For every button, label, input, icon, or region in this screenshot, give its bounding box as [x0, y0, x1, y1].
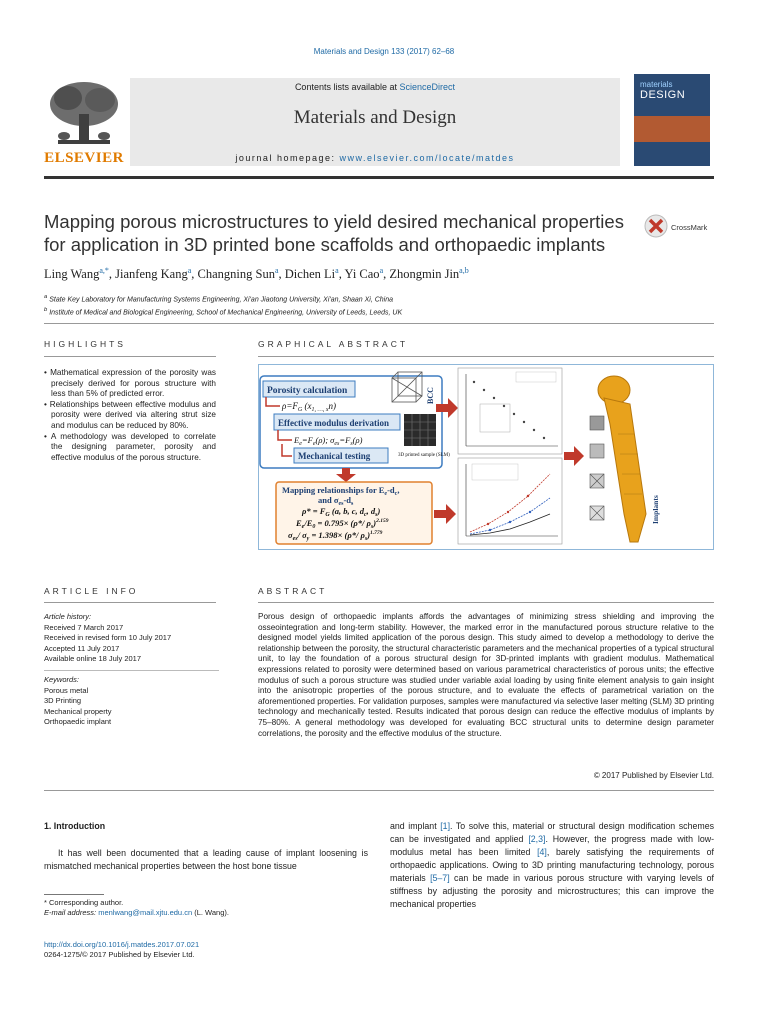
- ga-map-eq3-sub3: s: [364, 536, 368, 542]
- ga-eq2-sub2: e: [312, 441, 316, 447]
- keyword: 3D Printing: [44, 696, 82, 706]
- ga-eq2-a: E: [294, 435, 300, 445]
- info-divider: [44, 670, 219, 671]
- highlight-text: Mathematical expression of the porosity was precisely derived for porous structure with less than 5% of predicted error.: [50, 368, 216, 399]
- affiliation-mark: a: [44, 294, 48, 300]
- abstract-rule: [258, 602, 714, 603]
- body-text: and implant: [390, 821, 441, 831]
- affiliation-a: [44, 292, 704, 305]
- ga-sample-label: 3D printed sample (SLM): [398, 453, 450, 458]
- keywords-label: Keywords:: [44, 674, 80, 684]
- ga-map-title-b: -d: [387, 485, 395, 495]
- graphical-abstract-rule: [258, 356, 714, 357]
- body-left-column: [44, 820, 368, 872]
- highlight-item: • Relationships between effective modulus and porosity were derived via altering strut size and modulus can be reduced by 80%.: [44, 399, 216, 430]
- graphical-abstract-figure[interactable]: [258, 364, 714, 550]
- ga-map-eq3-sub1: es: [292, 536, 298, 542]
- crossmark-badge[interactable]: [644, 212, 714, 242]
- ga-map-sub2: c: [394, 491, 398, 497]
- ga-map-eq2-sub3: s: [370, 524, 374, 530]
- ga-map-eq2-exp: 2.159: [376, 518, 389, 524]
- ga-map-title-c: and σ: [318, 495, 339, 505]
- issn-line: 0264-1275/© 2017 Published by Elsevier Ltd.: [44, 950, 195, 959]
- ga-map-eq3-b: / σ: [297, 530, 307, 540]
- journal-name: Materials and Design: [293, 107, 457, 128]
- email-link[interactable]: menlwang@mail.xjtu.edu.cn: [98, 908, 193, 917]
- highlights-rule: [44, 356, 216, 357]
- homepage-link[interactable]: www.elsevier.com/locate/matdes: [339, 153, 515, 163]
- ga-box2-title: Effective modulus derivation: [278, 418, 389, 428]
- ga-map-sub3: es: [338, 501, 344, 507]
- history-revised: Received in revised form 10 July 2017: [44, 633, 172, 643]
- ga-map-eq3-d: ): [367, 530, 371, 540]
- abstract-text: Porous design of orthopaedic implants affords the advantages of minimizing stress shielding and improving the osseointegration and long-term stability. However, the marked error in the manufactured porous structure relative to the designed model yields limited application of the porous design. This study aimed to develop a methodology to derive the relationship between the porosity, the structural characteristic parameters and the mechanical properties of a typical structural unit, to lay the foundation of a porous structural design for 3D-printed implants with gradient modulus. Mathematical expressions related to porosity were determined based on various parametrical characteristics of porous units; the effective modulus of such a porous structure was studied under variable axial loading by using finite element analysis to gain insight into the anisotropic properties of the porous structure, and to evaluate the effects of parametrical variation on the aforementioned properties. For validation purposes, samples were manufactured via selective laser melting (SLM) 3D printing technology and mechanically tested. Results indicated that porous design can reduce the effective modulus of implants by 75–80%. A general methodology was developed for evaluating BCC structural units to determine design parameter correlations, the porosity and the effective modulus of the structure.: [258, 612, 714, 738]
- ga-eq1-sub: G: [297, 407, 303, 413]
- highlight-text: A methodology was developed to correlate the designing parameter, porosity and effective modulus of the porous structure.: [50, 431, 216, 462]
- affiliation-text: State Key Laboratory for Manufacturing Systems Engineering, Xi'an Jiaotong University, Xi'an, Shaan Xi, China: [49, 296, 393, 304]
- ga-map-sub4: s: [351, 501, 354, 507]
- ga-map-eq3-c: = 1.398× (ρ*/ ρ: [309, 530, 365, 540]
- abstract-bottom-rule: [44, 790, 714, 791]
- history-label: Article history:: [44, 612, 92, 621]
- citation-link[interactable]: [1]: [440, 821, 451, 831]
- modulus-plot-thumbnail: [458, 458, 562, 544]
- doi-link[interactable]: http://dx.doi.org/10.1016/j.matdes.2017.07.021: [44, 940, 200, 949]
- author-separator: ,: [108, 267, 116, 282]
- header-rule: [44, 176, 714, 179]
- citation-link[interactable]: [2,3]: [528, 834, 546, 844]
- crossmark-label: CrossMark: [671, 223, 708, 232]
- ga-map-eq2-sub2: 0: [312, 524, 316, 530]
- footnote-divider: [44, 894, 104, 895]
- graphical-abstract-heading: GRAPHICAL ABSTRACT: [258, 339, 409, 349]
- abstract-copyright: © 2017 Published by Elsevier Ltd.: [593, 771, 714, 780]
- contents-line: [130, 82, 620, 92]
- ga-eq1-b: (x: [302, 401, 312, 411]
- ga-eq1-args: 1, …, x: [311, 407, 329, 413]
- article-info: [44, 612, 219, 728]
- elsevier-wordmark: ELSEVIER: [44, 150, 124, 166]
- ga-eq2-sub3: es: [334, 441, 340, 447]
- author-3-affil[interactable]: a: [274, 266, 279, 275]
- author-5: Yi Cao: [344, 267, 380, 282]
- ga-map-comma: ,: [397, 485, 400, 495]
- sciencedirect-link[interactable]: ScienceDirect: [399, 82, 456, 92]
- ga-map-eq1-sub2: c: [363, 512, 367, 518]
- author-2: Jianfeng Kang: [115, 267, 188, 282]
- ga-map-sub1: e: [384, 491, 388, 497]
- author-separator: ,: [278, 267, 285, 282]
- author-separator: ,: [383, 267, 390, 282]
- ga-eq2-sub1: e: [299, 441, 302, 447]
- history-received: Received 7 March 2017: [44, 622, 124, 632]
- affiliation-mark: b: [44, 307, 48, 314]
- body-right-column: [390, 820, 714, 911]
- author-list: [44, 266, 704, 282]
- ga-map-eq1-a: ρ* = F: [302, 506, 326, 516]
- author-separator: ,: [338, 267, 345, 282]
- ga-map-title-d: -d: [343, 495, 352, 505]
- ga-eq2-d: =F: [339, 435, 351, 445]
- ga-eq1-end: n): [328, 401, 336, 411]
- ga-eq2-sub4: s: [350, 441, 353, 447]
- ga-map-eq3-exp: 1.779: [370, 530, 383, 536]
- body-text: , barely satisfying the requirements of orthopaedic applications. Owing to 3D printing manufacturing technology, porous materials: [390, 847, 715, 883]
- article-info-heading: ARTICLE INFO: [44, 586, 139, 596]
- journal-homepage: [130, 153, 620, 163]
- author-3: Changning Sun: [197, 267, 275, 282]
- citation-link[interactable]: [4]: [537, 847, 547, 857]
- ga-box3-title: Mechanical testing: [298, 451, 371, 461]
- ga-map-eq3-a: σ: [288, 530, 293, 540]
- article-info-rule: [44, 602, 216, 603]
- ga-eq1-a: ρ=F: [282, 401, 298, 411]
- affiliations: [44, 292, 704, 319]
- ga-eq2-c: (ρ); σ: [315, 435, 335, 445]
- keyword: Mechanical property: [44, 706, 112, 716]
- author-2-affil[interactable]: a: [187, 266, 192, 275]
- ga-eq2-e: (ρ): [352, 435, 363, 445]
- highlights-heading: HIGHLIGHTS: [44, 339, 126, 349]
- ga-map-title-a: Mapping relationships for E: [282, 485, 385, 495]
- keyword: Porous metal: [44, 685, 89, 695]
- email-label: E-mail address:: [44, 908, 97, 917]
- ga-map-eq2-a: E: [296, 518, 302, 528]
- author-1-affil[interactable]: a,*: [99, 266, 109, 275]
- journal-reference[interactable]: Materials and Design 133 (2017) 62–68: [313, 47, 455, 56]
- ga-map-eq1-sub: G: [325, 512, 330, 518]
- affiliation-text: Institute of Medical and Biological Engineering, School of Mechanical Engineering, University of Leeds, Leeds, UK: [49, 309, 403, 317]
- homepage-prefix: journal homepage:: [235, 153, 336, 163]
- ga-eq2-b: =F: [301, 435, 313, 445]
- doi-block: [44, 940, 368, 960]
- author-6: Zhongmin Jin: [389, 267, 460, 282]
- article-title: Mapping porous microstructures to yield desired mechanical properties for application in 3D printed bone scaffolds and orthopaedic implants: [44, 211, 624, 255]
- body-text: . To solve this, material or structural design modification schemes can be investigated and applied: [390, 821, 714, 844]
- history-online: Available online 18 July 2017: [44, 654, 142, 664]
- ga-box1-title: Porosity calculation: [267, 386, 348, 396]
- footnotes: [44, 894, 368, 918]
- ga-bcc-label: BCC: [426, 387, 435, 404]
- email-line: [44, 908, 368, 918]
- cover-title-small: materials: [640, 80, 673, 89]
- abstract-heading: ABSTRACT: [258, 586, 328, 596]
- ga-map-eq2-c: = 0.795× (ρ*/ ρ: [315, 518, 371, 528]
- footnote-star: *: [44, 898, 47, 907]
- ga-map-eq2-d: ): [373, 518, 377, 528]
- ga-map-eq1-b: (a, b, c, d: [329, 506, 364, 516]
- corresponding-author-note: [44, 898, 368, 908]
- author-4: Dichen Li: [284, 267, 336, 282]
- ga-map-eq1-close: ): [377, 506, 381, 516]
- ga-map-eq3-sub2: y: [306, 536, 310, 542]
- history-accepted: Accepted 11 July 2017: [44, 643, 120, 653]
- section-divider: [44, 323, 714, 324]
- intro-paragraph: It has well been documented that a leading cause of implant loosening is mismatched mechanical properties between the host bone tissue: [44, 847, 368, 871]
- ga-map-eq2-sub1: e: [301, 524, 305, 530]
- highlights-list: [44, 368, 216, 463]
- author-6-affil[interactable]: a,b: [459, 266, 469, 275]
- author-4-affil[interactable]: a: [335, 266, 339, 275]
- keyword: Orthopaedic implant: [44, 717, 112, 727]
- ga-map-eq1-c: , d: [366, 506, 376, 516]
- author-1: Ling Wang: [44, 267, 100, 282]
- cover-image-band: [634, 116, 710, 142]
- ga-map-eq2-b: /E: [304, 518, 313, 528]
- contents-prefix: Contents lists available at: [294, 82, 397, 92]
- email-suffix: (L. Wang).: [194, 908, 229, 917]
- highlight-item: • Mathematical expression of the porosity was precisely derived for porous structure with less than 5% of predicted error.: [44, 368, 216, 399]
- affiliation-b: [44, 305, 704, 318]
- cover-title-large: DESIGN: [640, 89, 686, 101]
- highlight-text: Relationships between effective modulus and porosity were derived via altering strut size and modulus can be reduced by 80%.: [49, 399, 216, 430]
- corresponding-label: Corresponding author.: [49, 898, 124, 907]
- highlight-item: • A methodology was developed to correlate the designing parameter, porosity and effective modulus of the porous structure.: [44, 431, 216, 462]
- author-separator: ,: [191, 267, 198, 282]
- ga-implants-label: Implants: [651, 495, 660, 524]
- citation-link[interactable]: [5–7]: [430, 873, 450, 883]
- journal-cover-thumbnail[interactable]: [634, 74, 710, 166]
- porosity-plot-thumbnail: [458, 368, 562, 454]
- author-5-affil[interactable]: a: [379, 266, 384, 275]
- body-text: can be made in various porous structure with varying levels of stiffness by adjusting the porosity and microstructures; this can improve the mechanical properties: [390, 873, 714, 909]
- section-heading: 1. Introduction: [44, 821, 106, 831]
- body-text: . However, the progress made with low-modulus metal has been limited: [390, 834, 714, 857]
- ga-map-eq1-sub3: s: [375, 512, 378, 518]
